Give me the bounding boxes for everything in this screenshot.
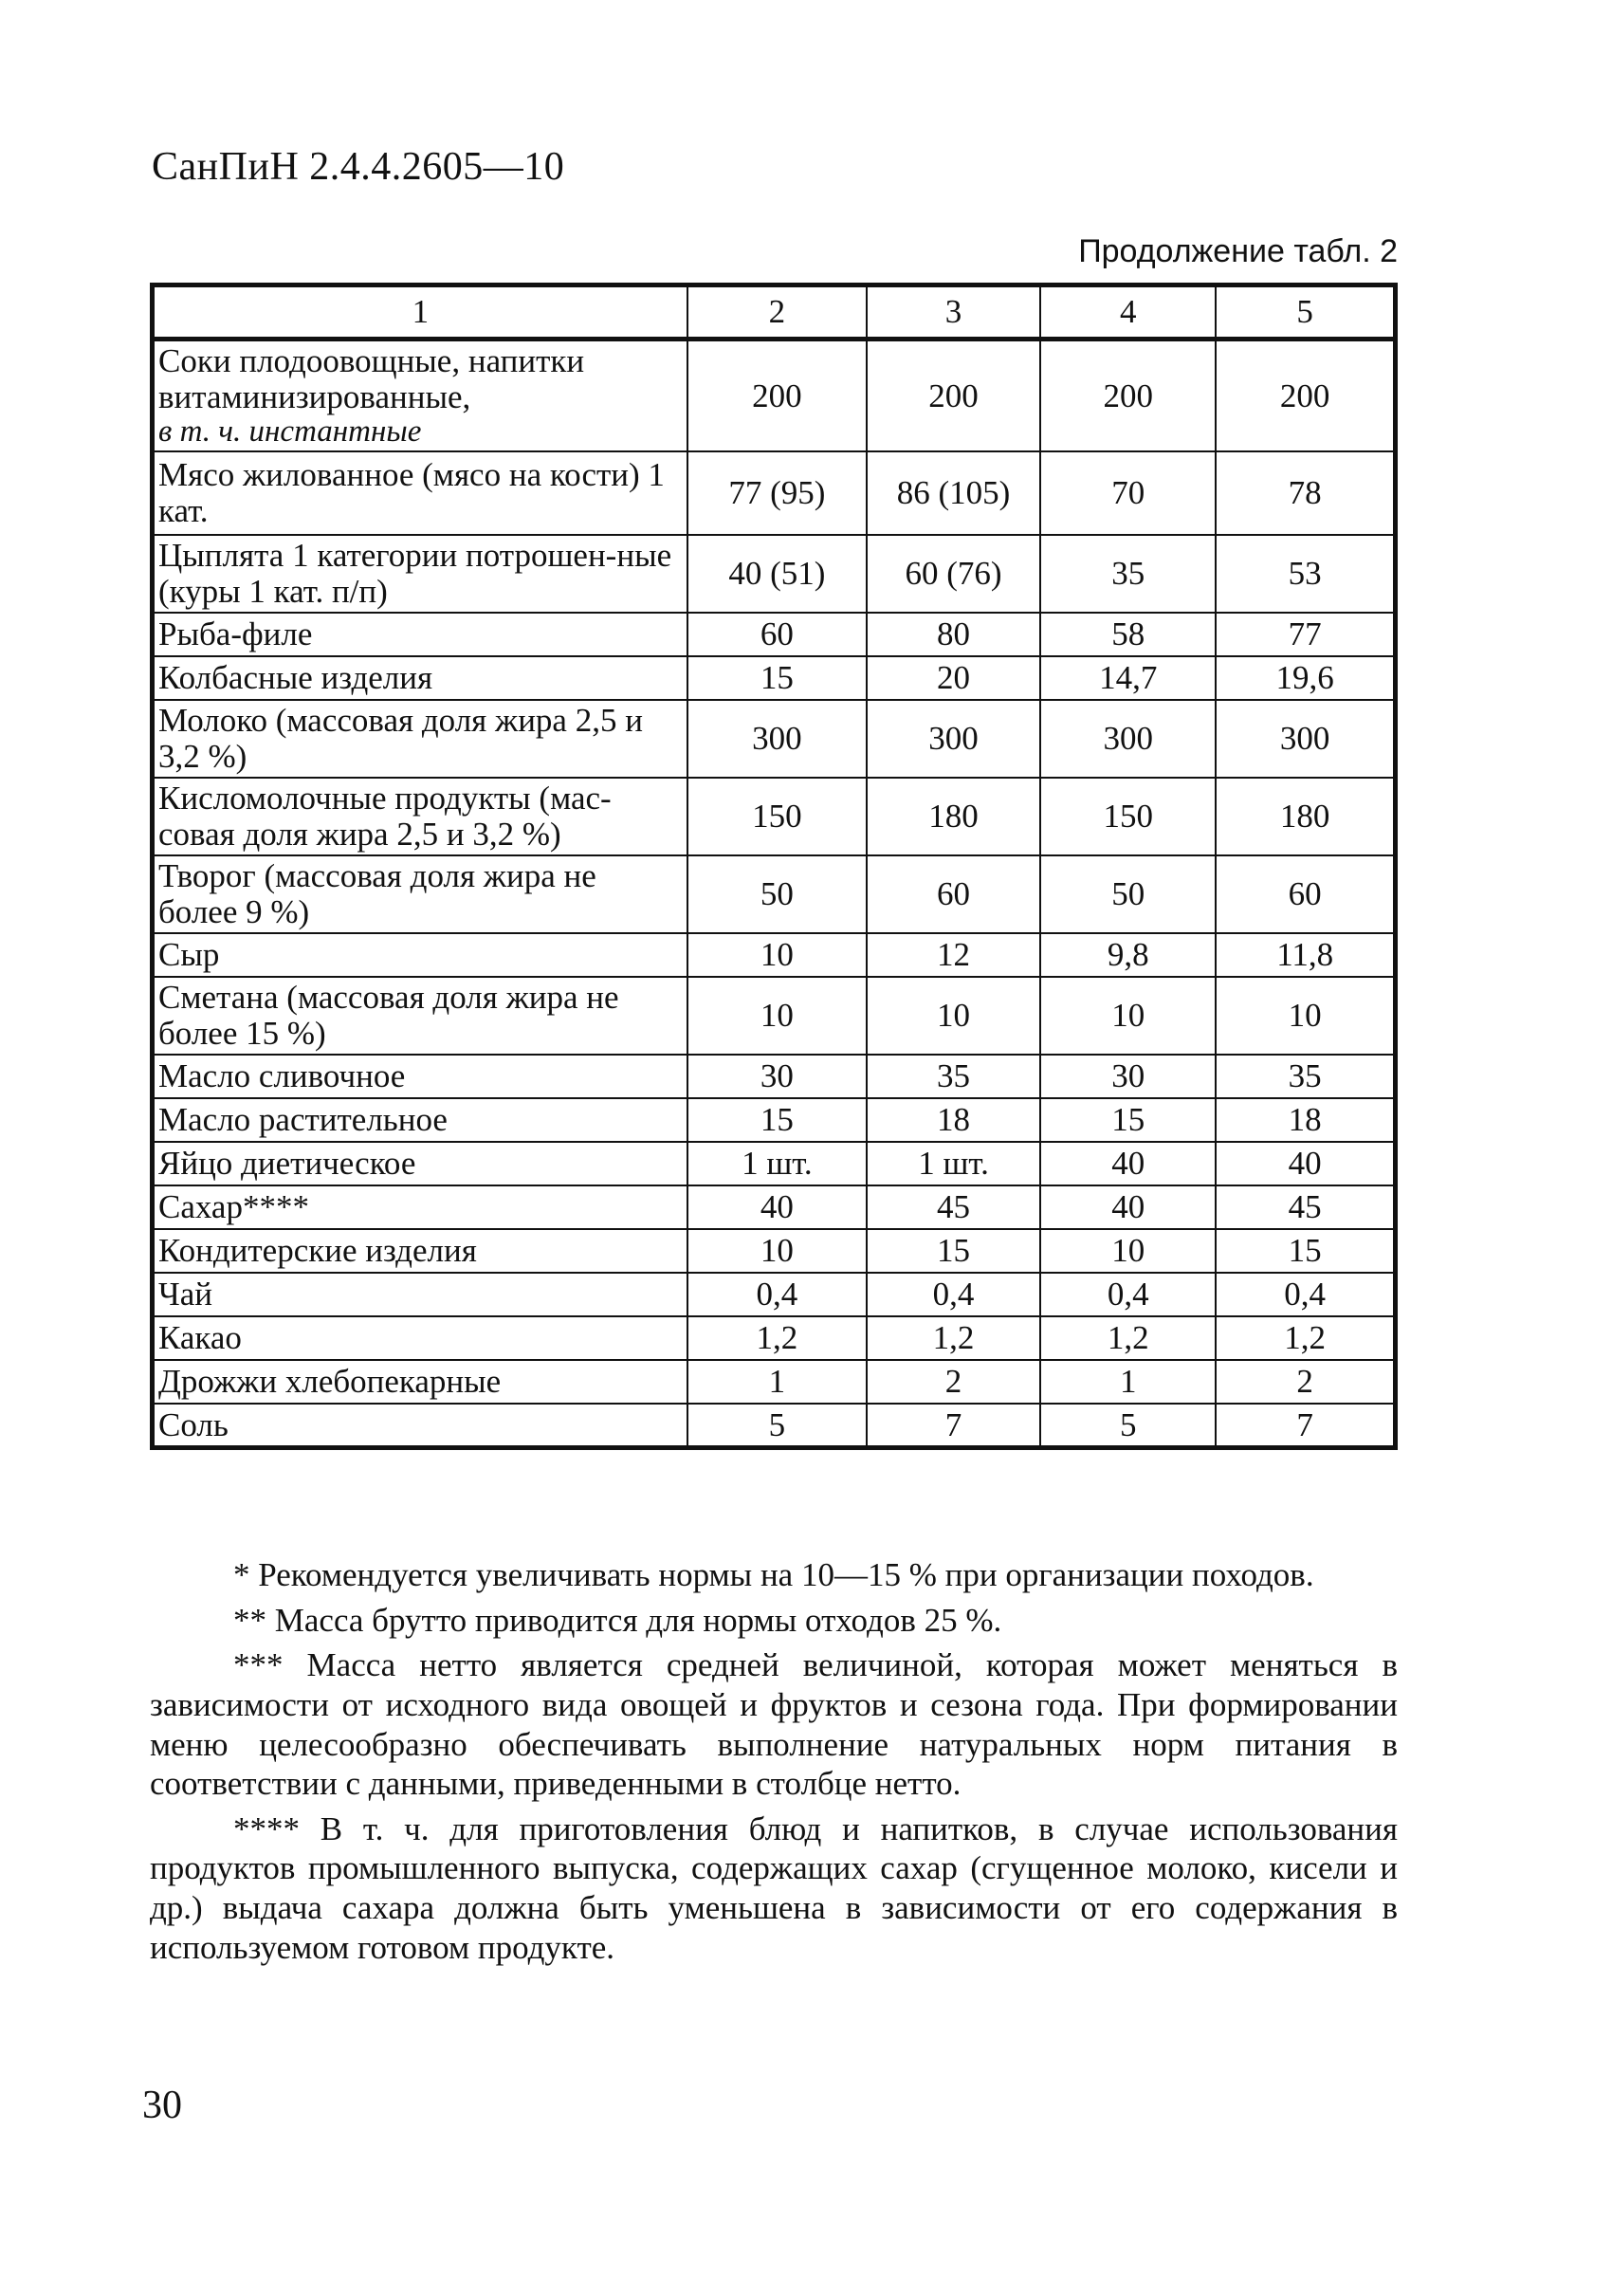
product-name: Чай bbox=[158, 1276, 213, 1313]
value-cell: 20 bbox=[867, 656, 1040, 700]
table-row bbox=[153, 1055, 1396, 1098]
product-name-cell bbox=[153, 1316, 687, 1360]
product-name: Цыплята 1 категории потрошен-ные (куры 1 кат. п/п) bbox=[158, 537, 672, 611]
value-cell: 150 bbox=[1040, 778, 1216, 855]
value-cell: 0,4 bbox=[1040, 1273, 1216, 1316]
column-header: 1 bbox=[153, 285, 687, 340]
column-header: 4 bbox=[1040, 285, 1216, 340]
product-name-cell bbox=[153, 613, 687, 656]
value-cell: 60 bbox=[1216, 855, 1395, 933]
value-cell: 78 bbox=[1216, 451, 1395, 535]
value-cell: 0,4 bbox=[687, 1273, 867, 1316]
value-cell: 1 шт. bbox=[687, 1142, 867, 1185]
table-row bbox=[153, 977, 1396, 1055]
value-cell: 0,4 bbox=[867, 1273, 1040, 1316]
table-row bbox=[153, 340, 1396, 452]
table-row bbox=[153, 933, 1396, 977]
value-cell: 45 bbox=[867, 1185, 1040, 1229]
value-cell: 200 bbox=[687, 340, 867, 452]
value-cell: 15 bbox=[687, 1098, 867, 1142]
product-name-cell bbox=[153, 451, 687, 535]
footnote: * Рекомендуется увеличивать нормы на 10—15 % при организации походов. bbox=[233, 1556, 1314, 1593]
value-cell: 10 bbox=[1040, 1229, 1216, 1273]
product-name-cell bbox=[153, 977, 687, 1055]
value-cell: 77 (95) bbox=[687, 451, 867, 535]
table-row bbox=[153, 700, 1396, 778]
value-cell: 50 bbox=[1040, 855, 1216, 933]
value-cell: 1,2 bbox=[1040, 1316, 1216, 1360]
value-cell: 35 bbox=[1040, 535, 1216, 613]
value-cell: 70 bbox=[1040, 451, 1216, 535]
value-cell: 300 bbox=[687, 700, 867, 778]
footnote: *** Масса нетто является средней величиной, которая может меняться в зависимости от исходного вида овощей и фруктов и сезона года. При формировании меню целесообразно обеспечивать выполнение натуральных норм питания в соответствии с данными, приведенными в столбце нетто. bbox=[150, 1646, 1398, 1803]
table-caption: Продолжение табл. 2 bbox=[1078, 233, 1398, 269]
value-cell: 40 (51) bbox=[687, 535, 867, 613]
value-cell: 200 bbox=[1040, 340, 1216, 452]
footnotes bbox=[150, 1555, 1398, 1973]
value-cell: 14,7 bbox=[1040, 656, 1216, 700]
value-cell: 40 bbox=[687, 1185, 867, 1229]
value-cell: 300 bbox=[867, 700, 1040, 778]
table-row bbox=[153, 778, 1396, 855]
value-cell: 15 bbox=[867, 1229, 1040, 1273]
value-cell: 15 bbox=[1216, 1229, 1395, 1273]
column-header: 2 bbox=[687, 285, 867, 340]
value-cell: 200 bbox=[867, 340, 1040, 452]
table-row bbox=[153, 1142, 1396, 1185]
product-name-cell bbox=[153, 535, 687, 613]
value-cell: 1 bbox=[687, 1360, 867, 1404]
footnote: ** Масса брутто приводится для нормы отходов 25 %. bbox=[233, 1601, 1002, 1639]
value-cell: 2 bbox=[1216, 1360, 1395, 1404]
product-name-cell bbox=[153, 700, 687, 778]
column-header: 5 bbox=[1216, 285, 1395, 340]
product-name-cell bbox=[153, 855, 687, 933]
value-cell: 2 bbox=[867, 1360, 1040, 1404]
value-cell: 150 bbox=[687, 778, 867, 855]
product-name: Сыр bbox=[158, 936, 220, 974]
product-name: Масло растительное bbox=[158, 1101, 448, 1139]
table-row bbox=[153, 613, 1396, 656]
value-cell: 15 bbox=[1040, 1098, 1216, 1142]
value-cell: 1,2 bbox=[1216, 1316, 1395, 1360]
product-name: Рыба-филе bbox=[158, 615, 313, 653]
product-name-cell bbox=[153, 656, 687, 700]
value-cell: 300 bbox=[1040, 700, 1216, 778]
product-name-cell bbox=[153, 1273, 687, 1316]
value-cell: 60 bbox=[867, 855, 1040, 933]
product-name-cell bbox=[153, 1142, 687, 1185]
value-cell: 60 bbox=[687, 613, 867, 656]
table-row bbox=[153, 1273, 1396, 1316]
product-name: Колбасные изделия bbox=[158, 659, 433, 697]
value-cell: 58 bbox=[1040, 613, 1216, 656]
product-name: Какао bbox=[158, 1319, 242, 1357]
product-name-cell bbox=[153, 1360, 687, 1404]
table-row bbox=[153, 1360, 1396, 1404]
value-cell: 86 (105) bbox=[867, 451, 1040, 535]
value-cell: 80 bbox=[867, 613, 1040, 656]
value-cell: 1,2 bbox=[687, 1316, 867, 1360]
table-row bbox=[153, 1098, 1396, 1142]
product-name: Мясо жилованное (мясо на кости) 1 кат. bbox=[158, 456, 665, 530]
value-cell: 10 bbox=[687, 1229, 867, 1273]
value-cell: 45 bbox=[1216, 1185, 1395, 1229]
product-name: Дрожжи хлебопекарные bbox=[158, 1363, 502, 1401]
table-row bbox=[153, 1229, 1396, 1273]
value-cell: 77 bbox=[1216, 613, 1395, 656]
value-cell: 10 bbox=[867, 977, 1040, 1055]
value-cell: 18 bbox=[867, 1098, 1040, 1142]
value-cell: 200 bbox=[1216, 340, 1395, 452]
product-name-cell bbox=[153, 1229, 687, 1273]
product-name-cell bbox=[153, 1404, 687, 1447]
footnote: **** В т. ч. для приготовления блюд и напитков, в случае использования продуктов промышленного выпуска, содержащих сахар (сгущенное молоко, кисели и др.) выдача сахара должна быть уменьшена в зависимости от его содержания в используемом готовом продукте. bbox=[150, 1809, 1398, 1966]
value-cell: 50 bbox=[687, 855, 867, 933]
table-row bbox=[153, 855, 1396, 933]
table-row bbox=[153, 1316, 1396, 1360]
product-name: Соль bbox=[158, 1405, 229, 1443]
product-name-cell bbox=[153, 933, 687, 977]
product-name: Сахар**** bbox=[158, 1188, 309, 1226]
value-cell: 10 bbox=[1216, 977, 1395, 1055]
value-cell: 30 bbox=[687, 1055, 867, 1098]
product-name-cell bbox=[153, 1055, 687, 1098]
value-cell: 15 bbox=[687, 656, 867, 700]
value-cell: 40 bbox=[1216, 1142, 1395, 1185]
product-name: Кисломолочные продукты (мас-совая доля жира 2,5 и 3,2 %) bbox=[158, 780, 612, 854]
value-cell: 40 bbox=[1040, 1142, 1216, 1185]
value-cell: 1 bbox=[1040, 1360, 1216, 1404]
table-header-row bbox=[153, 285, 1396, 340]
table-row bbox=[153, 1404, 1396, 1447]
value-cell: 180 bbox=[1216, 778, 1395, 855]
product-name-cell bbox=[153, 778, 687, 855]
value-cell: 0,4 bbox=[1216, 1273, 1395, 1316]
product-name: Соки плодоовощные, напитки витаминизированные, bbox=[158, 342, 585, 415]
value-cell: 30 bbox=[1040, 1055, 1216, 1098]
value-cell: 300 bbox=[1216, 700, 1395, 778]
value-cell: 35 bbox=[867, 1055, 1040, 1098]
product-name-cell bbox=[153, 1185, 687, 1229]
value-cell: 40 bbox=[1040, 1185, 1216, 1229]
product-note: в т. ч. инстантные bbox=[158, 413, 422, 449]
product-name: Молоко (массовая доля жира 2,5 и 3,2 %) bbox=[158, 702, 643, 776]
food-norms-table bbox=[150, 283, 1398, 1450]
value-cell: 10 bbox=[687, 933, 867, 977]
table-row bbox=[153, 1185, 1396, 1229]
product-name: Сметана (массовая доля жира не более 15 %) bbox=[158, 979, 619, 1053]
table-row bbox=[153, 535, 1396, 613]
value-cell: 11,8 bbox=[1216, 933, 1395, 977]
value-cell: 10 bbox=[687, 977, 867, 1055]
product-name: Творог (массовая доля жира не более 9 %) bbox=[158, 857, 596, 931]
value-cell: 10 bbox=[1040, 977, 1216, 1055]
product-name-cell bbox=[153, 1098, 687, 1142]
document-code: СанПиН 2.4.4.2605—10 bbox=[152, 145, 565, 189]
value-cell: 19,6 bbox=[1216, 656, 1395, 700]
value-cell: 180 bbox=[867, 778, 1040, 855]
table-row bbox=[153, 656, 1396, 700]
value-cell: 5 bbox=[1040, 1404, 1216, 1447]
value-cell: 7 bbox=[867, 1404, 1040, 1447]
value-cell: 53 bbox=[1216, 535, 1395, 613]
value-cell: 1,2 bbox=[867, 1316, 1040, 1360]
table-row bbox=[153, 451, 1396, 535]
value-cell: 7 bbox=[1216, 1404, 1395, 1447]
product-name: Яйцо диетическое bbox=[158, 1145, 416, 1183]
value-cell: 35 bbox=[1216, 1055, 1395, 1098]
product-name: Кондитерские изделия bbox=[158, 1232, 477, 1270]
product-name-cell bbox=[153, 340, 687, 452]
value-cell: 9,8 bbox=[1040, 933, 1216, 977]
value-cell: 12 bbox=[867, 933, 1040, 977]
product-name: Масло сливочное bbox=[158, 1057, 406, 1095]
column-header: 3 bbox=[867, 285, 1040, 340]
value-cell: 1 шт. bbox=[867, 1142, 1040, 1185]
value-cell: 60 (76) bbox=[867, 535, 1040, 613]
value-cell: 18 bbox=[1216, 1098, 1395, 1142]
value-cell: 5 bbox=[687, 1404, 867, 1447]
page-number: 30 bbox=[142, 2084, 182, 2127]
